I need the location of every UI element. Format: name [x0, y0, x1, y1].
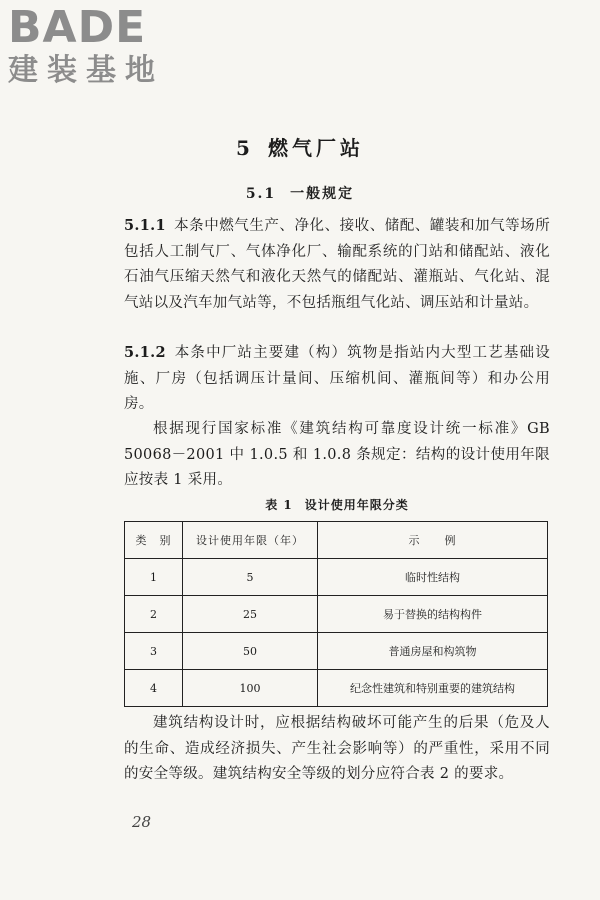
- clause-number: 5.1.2: [124, 344, 166, 361]
- header-service-life: 设计使用年限（年）: [183, 522, 318, 559]
- cell-example: 易于替换的结构构件: [318, 596, 548, 633]
- table-row: [125, 596, 548, 633]
- cell-example: 临时性结构: [318, 559, 548, 596]
- table-number: 表 1: [265, 498, 293, 512]
- table-row: [125, 559, 548, 596]
- table-row: [125, 633, 548, 670]
- cell-example: 普通房屋和构筑物: [318, 633, 548, 670]
- header-category: 类 别: [125, 522, 183, 559]
- clause-text: 本条中厂站主要建（构）筑物是指站内大型工艺基础设施、厂房（包括调压计量间、压缩机间、灌瓶间等）和办公用房。: [124, 345, 550, 412]
- clause-text: 本条中燃气生产、净化、接收、储配、罐装和加气等场所包括人工制气厂、气体净化厂、输配系统的门站和储配站、液化石油气压缩天然气和液化天然气的储配站、灌瓶站、气化站、混气站以及汽车加气站等，不包括瓶组气化站、调压站和计量站。: [124, 218, 550, 311]
- section-heading: [0, 183, 600, 203]
- chapter-heading: [0, 132, 600, 161]
- section-number: 5.1: [245, 186, 277, 202]
- cell-category: 3: [125, 633, 183, 670]
- section-title: 一般规定: [290, 186, 355, 202]
- page-number: 28: [132, 813, 152, 831]
- service-life-table: [124, 521, 548, 707]
- logo-subtitle: 建装基地: [8, 53, 164, 88]
- table-title: 设计使用年限分类: [304, 498, 409, 512]
- table-row: [125, 670, 548, 707]
- cell-years: 25: [183, 596, 318, 633]
- cell-category: 2: [125, 596, 183, 633]
- cell-example: 纪念性建筑和特别重要的建筑结构: [318, 670, 548, 707]
- clause-5-1-2: [124, 340, 550, 418]
- paragraph-standard-reference: 根据现行国家标准《建筑结构可靠度设计统一标准》GB 50068－2001 中 1.0.5 和 1.0.8 条规定：结构的设计使用年限应按表 1 采用。: [124, 421, 550, 488]
- cell-years: 5: [183, 559, 318, 596]
- table-header-row: [125, 522, 548, 559]
- logo-mark: BADE: [8, 2, 147, 53]
- clause-5-1-1: [124, 213, 550, 316]
- cell-years: 50: [183, 633, 318, 670]
- chapter-number: 5: [236, 136, 254, 160]
- table-caption: [124, 496, 550, 513]
- header-example: 示 例: [318, 522, 548, 559]
- cell-years: 100: [183, 670, 318, 707]
- cell-category: 4: [125, 670, 183, 707]
- paragraph-safety-grade: 建筑结构设计时，应根据结构破坏可能产生的后果（危及人的生命、造成经济损失、产生社会影响等）的严重性，采用不同的安全等级。建筑结构安全等级的划分应符合表 2 的要求。: [124, 715, 550, 782]
- watermark-logo: [8, 4, 178, 88]
- clause-number: 5.1.1: [124, 217, 166, 234]
- cell-category: 1: [125, 559, 183, 596]
- chapter-title: 燃气厂站: [267, 136, 364, 160]
